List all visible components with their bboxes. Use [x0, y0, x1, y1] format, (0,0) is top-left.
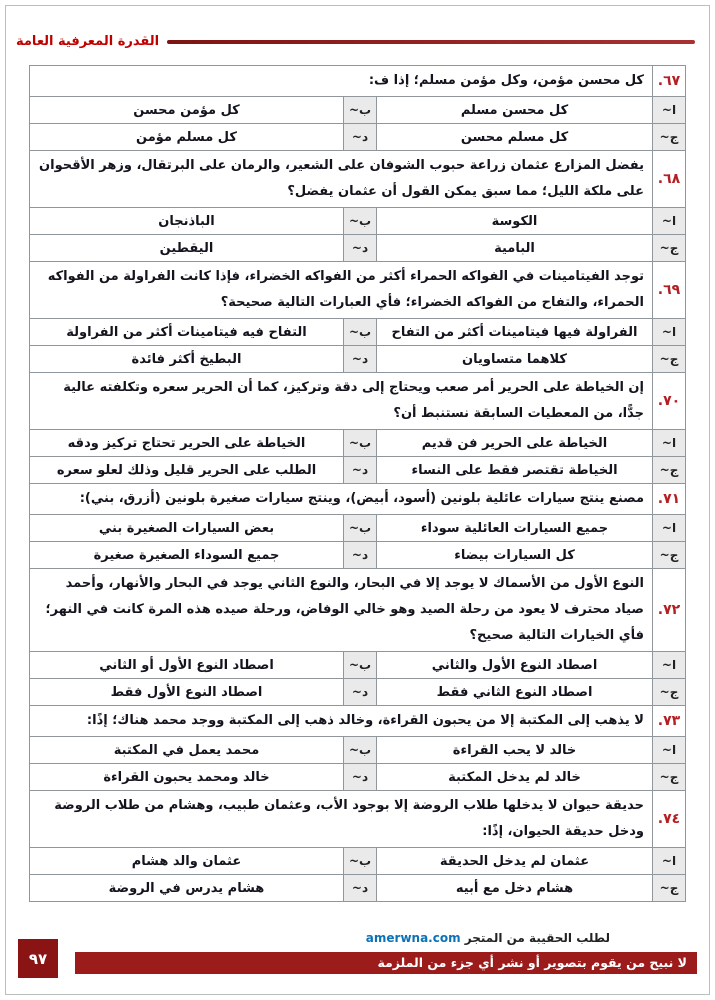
question-text: كل محسن مؤمن، وكل مؤمن مسلم؛ إذا ف:: [30, 66, 653, 97]
store-line: [0, 931, 715, 945]
option-text: الخياطة تقتصر فقط على النساء: [377, 457, 653, 484]
option-letter: د~: [344, 679, 377, 706]
options-row-bottom: [30, 457, 686, 484]
question-text: حديقة حيوان لا يدخلها طلاب الروضة إلا بوجود الأب، وعثمان طبيب، وهشام من طلاب الروضة ودخل حديقة الحيوان، إذًا:: [30, 791, 653, 848]
option-text: الكوسة: [377, 208, 653, 235]
store-label: لطلب الحقيبة من المتجر: [464, 931, 610, 945]
option-text: جميع السوداء الصغيرة صغيرة: [30, 542, 344, 569]
question-row: [30, 262, 686, 319]
option-text: الطلب على الحرير قليل وذلك لعلو سعره: [30, 457, 344, 484]
option-text: اصطاد النوع الأول والثاني: [377, 652, 653, 679]
option-text: البطيخ أكثر فائدة: [30, 346, 344, 373]
option-letter: ج~: [653, 457, 686, 484]
option-text: اليقطين: [30, 235, 344, 262]
options-row-bottom: [30, 875, 686, 902]
copyright-bar: لا نبيح من يقوم بتصوير أو نشر أي جزء من الملزمة: [75, 952, 697, 974]
option-letter: ا~: [653, 430, 686, 457]
option-text: خالد لم يدخل المكتبة: [377, 764, 653, 791]
question-row: [30, 151, 686, 208]
option-letter: د~: [344, 457, 377, 484]
option-text: الخياطة على الحرير فن قديم: [377, 430, 653, 457]
option-text: خالد لا يحب القراءة: [377, 737, 653, 764]
section-title: القدرة المعرفية العامة: [16, 34, 160, 49]
option-letter: ب~: [344, 319, 377, 346]
option-letter: ا~: [653, 515, 686, 542]
options-row-bottom: [30, 542, 686, 569]
option-letter: ب~: [344, 737, 377, 764]
option-text: خالد ومحمد يحبون القراءة: [30, 764, 344, 791]
option-text: الفراولة فيها فيتامينات أكثر من التفاح: [377, 319, 653, 346]
option-text: كل مؤمن محسن: [30, 97, 344, 124]
question-text: النوع الأول من الأسماك لا يوجد إلا في البحار، والنوع الثاني يوجد في البحار والأنهار، وأحمد صياد محترف لا يعود من رحلة الصيد وهو خالي الوفاض، ورحلة صيده هذه المرة كانت في النهر؛ فأي الخيارات التالية صحيح؟: [30, 569, 653, 652]
options-row-bottom: [30, 679, 686, 706]
option-letter: د~: [344, 542, 377, 569]
option-text: هشام دخل مع أبيه: [377, 875, 653, 902]
page-footer: [0, 931, 715, 974]
options-row-top: [30, 208, 686, 235]
option-letter: ب~: [344, 208, 377, 235]
option-letter: ج~: [653, 235, 686, 262]
option-letter: ا~: [653, 848, 686, 875]
option-letter: ب~: [344, 515, 377, 542]
header-rule: [167, 40, 695, 44]
option-letter: د~: [344, 764, 377, 791]
option-letter: ا~: [653, 97, 686, 124]
question-row: [30, 791, 686, 848]
option-letter: ج~: [653, 764, 686, 791]
options-row-bottom: [30, 346, 686, 373]
page-number-badge: ٩٧: [18, 939, 58, 978]
option-letter: ا~: [653, 208, 686, 235]
questions-table-body: [30, 66, 686, 902]
question-number: ٧٠.: [653, 373, 686, 430]
option-letter: د~: [344, 124, 377, 151]
options-row-bottom: [30, 764, 686, 791]
option-text: اصطاد النوع الأول فقط: [30, 679, 344, 706]
question-row: [30, 706, 686, 737]
option-text: كل مسلم مؤمن: [30, 124, 344, 151]
question-number: ٦٧.: [653, 66, 686, 97]
questions-area: [0, 65, 715, 902]
option-letter: ب~: [344, 97, 377, 124]
option-text: اصطاد النوع الثاني فقط: [377, 679, 653, 706]
question-text: توجد الفيتامينات في الفواكه الحمراء أكثر من الفواكه الخضراء، فإذا كانت الفراولة من الفواكه الحمراء، والتفاح من الفواكه الخضراء؛ فأي العبارات التالية صحيحة؟: [30, 262, 653, 319]
question-row: [30, 373, 686, 430]
option-letter: ب~: [344, 430, 377, 457]
options-row-top: [30, 97, 686, 124]
option-letter: ج~: [653, 346, 686, 373]
option-text: الباذنجان: [30, 208, 344, 235]
option-text: التفاح فيه فيتامينات أكثر من الفراولة: [30, 319, 344, 346]
option-text: كل السيارات بيضاء: [377, 542, 653, 569]
question-text: لا يذهب إلى المكتبة إلا من يحبون القراءة، وخالد ذهب إلى المكتبة ووجد محمد هناك؛ إذًا:: [30, 706, 653, 737]
option-text: عثمان لم يدخل الحديقة: [377, 848, 653, 875]
question-text: إن الخياطة على الحرير أمر صعب ويحتاج إلى دقة وتركيز، كما أن الحرير سعره وتكلفته عالية جدًّا، من المعطيات السابقة نستنبط أن؟: [30, 373, 653, 430]
option-letter: ج~: [653, 124, 686, 151]
option-letter: ا~: [653, 652, 686, 679]
question-row: [30, 484, 686, 515]
options-row-top: [30, 652, 686, 679]
options-row-top: [30, 430, 686, 457]
option-letter: ج~: [653, 542, 686, 569]
options-row-bottom: [30, 124, 686, 151]
store-link[interactable]: amerwna.com: [365, 931, 461, 945]
option-text: عثمان والد هشام: [30, 848, 344, 875]
options-row-top: [30, 319, 686, 346]
option-letter: ج~: [653, 679, 686, 706]
question-number: ٧٤.: [653, 791, 686, 848]
option-text: جميع السيارات العائلية سوداء: [377, 515, 653, 542]
option-text: محمد يعمل في المكتبة: [30, 737, 344, 764]
page-header: [0, 0, 715, 49]
footer-bottom: [0, 949, 715, 974]
option-letter: ب~: [344, 848, 377, 875]
option-text: كلاهما متساويان: [377, 346, 653, 373]
option-text: كل مسلم محسن: [377, 124, 653, 151]
option-letter: د~: [344, 875, 377, 902]
options-row-bottom: [30, 235, 686, 262]
question-number: ٧٢.: [653, 569, 686, 652]
question-text: مصنع ينتج سيارات عائلية بلونين (أسود، أبيض)، وينتج سيارات صغيرة بلونين (أزرق، بني):: [30, 484, 653, 515]
option-letter: ا~: [653, 737, 686, 764]
options-row-top: [30, 737, 686, 764]
options-row-top: [30, 848, 686, 875]
question-row: [30, 569, 686, 652]
option-text: البامية: [377, 235, 653, 262]
question-number: ٦٩.: [653, 262, 686, 319]
option-text: الخياطة على الحرير تحتاج تركيز ودقه: [30, 430, 344, 457]
option-text: بعض السيارات الصغيرة بني: [30, 515, 344, 542]
question-text: يفضل المزارع عثمان زراعة حبوب الشوفان على الشعير، والرمان على البرتقال، وزهر الأقحوان على ملكة الليل؛ مما سبق يمكن القول أن عثمان يفضل؟: [30, 151, 653, 208]
options-row-top: [30, 515, 686, 542]
option-text: هشام يدرس في الروضة: [30, 875, 344, 902]
option-letter: ا~: [653, 319, 686, 346]
questions-table: [29, 65, 686, 902]
option-letter: د~: [344, 346, 377, 373]
option-letter: د~: [344, 235, 377, 262]
question-row: [30, 66, 686, 97]
question-number: ٧١.: [653, 484, 686, 515]
question-number: ٧٣.: [653, 706, 686, 737]
option-text: كل محسن مسلم: [377, 97, 653, 124]
option-text: اصطاد النوع الأول أو الثاني: [30, 652, 344, 679]
option-letter: ب~: [344, 652, 377, 679]
option-letter: ج~: [653, 875, 686, 902]
question-number: ٦٨.: [653, 151, 686, 208]
